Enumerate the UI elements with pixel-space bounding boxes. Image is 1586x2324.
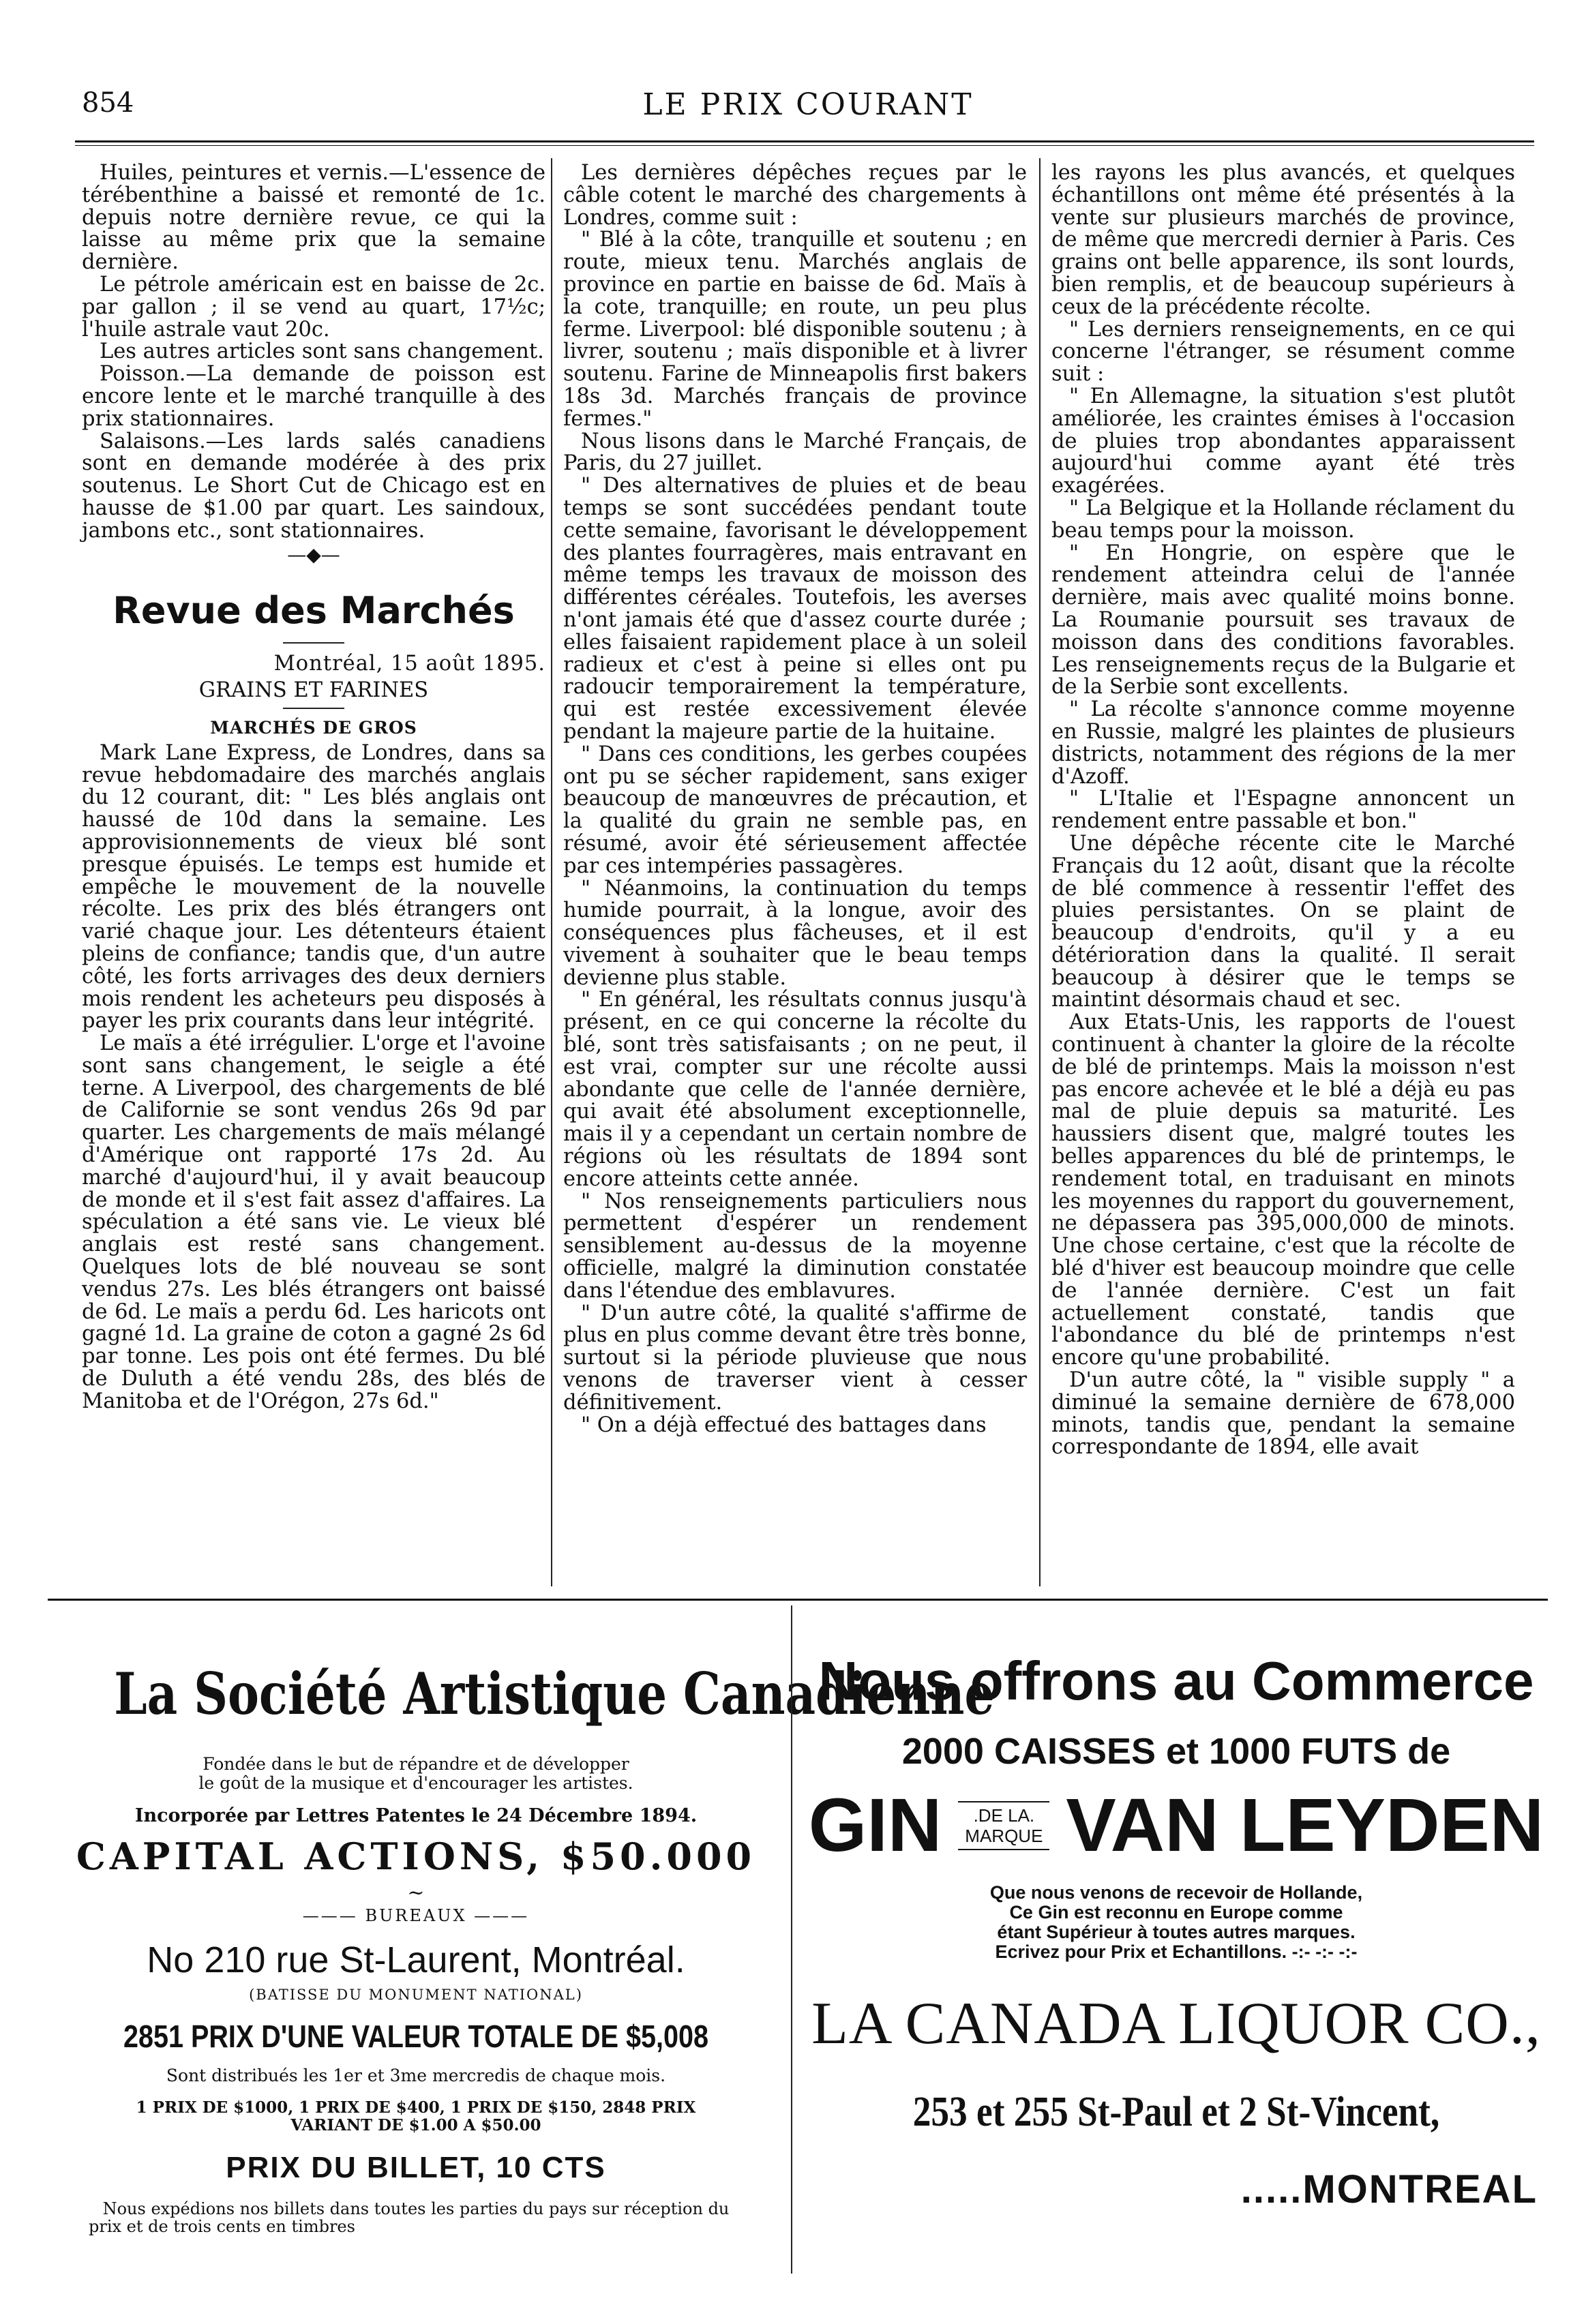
paragraph-sheaves: " Dans ces conditions, les gerbes coupées ont pu se sécher rapidement, sans exiger beaucoup de manœuvres de précaution, et la qualité du grain ne semble pas, en résumé, avoir été sérieusement affectée par ces intempéries passagères. [563,742,1027,878]
subheading-rule [283,708,344,709]
page-number: 854 [82,87,134,119]
ad-right-desc-1: Que nous venons de recevoir de Hollande, [989,1882,1363,1903]
ad-left-incorporated: Incorporée par Lettres Patentes le 24 Décembre 1894. [134,1805,698,1826]
column-3 [1051,162,1515,1459]
ad-van-leyden-gin [794,1650,1558,2291]
paragraph-information: " Nos renseignements particuliers nous permettent d'espérer un rendement sensiblement au-dessus de la moyenne officielle, malgré la diminution constatée dans l'étendue des emblavures. [563,1189,1027,1303]
ad-left-prizes-detail-1: 1 PRIX DE $1000, 1 PRIX DE $400, 1 PRIX DE $150, 2848 PRIX [136,2098,696,2117]
paragraph-other-items: Les autres articles sont sans changement. [100,339,544,364]
ad-right-de-la: .DE LA. [973,1805,1035,1826]
ads-divider [791,1605,792,2274]
paragraph-petrol: Le pétrole américain est en baisse de 2c. par gallon ; il se vend au quart, 17½c; l'huile astrale vaut 20c. [82,272,545,342]
paragraph-weather: " Des alternatives de pluies et de beau temps se sont succédées pendant toute cette semaine, favorisant le développement des plantes fourragères, mais entravant en même temps les travaux de moisson des différentes céréales. Toutefois, les averses n'ont jamais été que d'assez courte durée ; elles faisaient rapidement place à un soleil radieux et c'est à peine si elles ont pu radoucir temporairement la température, qui est restée excessivement élevée pendant la majeure partie de la huitaine. [563,474,1027,744]
journal-title: LE PRIX COURANT [642,87,974,122]
paragraph-marche-francais: Nous lisons dans le Marché Français, de Paris, du 27 juillet. [563,429,1027,476]
paragraph-visible-supply: D'un autre côté, la " visible supply " a diminué la semaine dernière de 678,000 minots, tandis que, pendant la semaine correspondante de 1894, elle avait [1051,1368,1515,1460]
paragraph-humid: " Néanmoins, la continuation du temps humide pourrait, à la longue, avoir des conséquences plus fâcheuses, et il est vivement à souhaiter que le beau temps devienne plus stable. [563,876,1027,990]
ad-right-city: .....MONTREAL [1240,2167,1538,2212]
ad-left-address: No 210 rue St-Laurent, Montréal. [147,1940,685,1980]
ad-left-shipping-2: prix et de trois cents en timbres [89,2217,355,2236]
column-divider-1 [551,158,552,1586]
ad-left-purpose-1: Fondée dans le but de répandre et de développer [203,1754,629,1774]
paragraph-russia: " La récolte s'annonce comme moyenne en Russie, malgré les plaintes de plusieurs districts, notamment des régions de la mer d'Azoff. [1051,697,1515,789]
header-rule-thin [75,145,1534,146]
paragraph-quotes: " Blé à la côte, tranquille et soutenu ; en route, mieux tenu. Marchés anglais de province en partie en baisse de 6d. Maïs à la cote, tranquille; en route, un peu plus ferme. Liverpool: blé disponible soutenu ; à livrer, soutenu ; maïs disponible et à livrer soutenu. Farine de Minneapolis first bakers 18s 3d. Marchés français de province fermes." [563,228,1027,431]
dateline: Montréal, 15 août 1895. [273,652,545,676]
column-1 [82,162,545,1413]
paragraph-cable: Les dernières dépêches reçues par le câble cotent le marché des chargements à Londres, comme suit : [563,161,1027,230]
subheading: GRAINS ET FARINES [198,678,429,703]
ads-rule [48,1599,1548,1601]
subsubheading: MARCHÉS DE GROS [210,717,417,738]
ad-left-draws: Sont distribués les 1er et 3me mercredis de chaque mois. [166,2066,666,2085]
paragraph-italy: " L'Italie et l'Espagne annoncent un rendement entre passable et bon." [1051,787,1515,834]
ad-right-brand: VAN LEYDEN [1066,1783,1544,1867]
paragraph-fish: Poisson.—La demande de poisson est encore lente et le marché tranquille à des prix stationnaires. [82,362,545,431]
ad-right-desc-2: Ce Gin est reconnu en Europe comme [1009,1902,1343,1922]
bird-ornament: ~ [407,1881,425,1905]
ad-right-headline: Nous offrons au Commerce [818,1650,1534,1711]
paragraph-hungary: " En Hongrie, on espère que le rendement atteindra celui de l'année dernière, mais avec qualité moins bonne. La Roumanie poursuit ses travaux de moisson dans des conditions favorables. Les renseignements reçus de la Bulgarie et de la Serbie sont excellents. [1051,541,1515,699]
paragraph-belgium: " La Belgique et la Hollande réclament du beau temps pour la moisson. [1051,496,1515,543]
paragraph-mark-lane: Mark Lane Express, de Londres, dans sa revue hebdomadaire des marchés anglais du 12 courant, dit: " Les blés anglais ont haussé de 10d dans la semaine. Les approvisionnements de vieux blé sont presque épuisés. Le temps est humide et empêche le mouvement de la nouvelle récolte. Les prix des blés étrangers ont varié chaque jour. Les détenteurs étaient pleins de confiance; tandis que, d'un autre côté, les forts arrivages des deux derniers mois rendent les acheteurs peu disposés à payer les prix courants dans leur intégrité. [82,740,545,1033]
paragraph-oils: Huiles, peintures et vernis.—L'essence de térébenthine a baissé et remonté de 1c. depuis notre dernière revue, ce qui la laisse au même prix que la semaine dernière. [82,161,545,275]
page-header [82,87,1534,128]
ad-left-shipping-1: Nous expédions nos billets dans toutes les parties du pays sur réception du [102,2199,730,2218]
heading-rule [283,642,344,644]
ad-right-desc-3: étant Supérieur à toutes autres marques. [997,1922,1356,1942]
ad-left-title: La Société Artistique Canadienne [114,1660,995,1727]
ad-right-brand-row [794,1785,1558,1867]
ad-right-desc-4: Ecrivez pour Prix et Echantillons. -:- -:- -:- [995,1942,1358,1962]
paragraph-quality: " D'un autre côté, la qualité s'affirme de plus en plus comme devant être très bonne, surtout si la période pluvieuse que nous venons de traverser vient à cesser définitivement. [563,1301,1027,1415]
section-heading: Revue des Marchés [113,589,515,633]
paragraph-results: " En général, les résultats connus jusqu'à présent, en ce qui concerne la récolte du blé, sont très satisfaisants ; on ne peut, il est vrai, compter sur une récolte aussi abondante que celle de l'année dernière, qui avait été absolument exceptionnelle, mais il y a cependant un certain nombre de régions où les résultats de 1894 sont encore atteints cette année. [563,988,1027,1191]
ad-left-offices-label: BUREAUX [365,1906,467,1925]
paragraph-samples: les rayons les plus avancés, et quelques échantillons ont même été présentés à la vente sur plusieurs marchés de province, de même que mercredi dernier à Paris. Ces grains ont belle apparence, ils sont lourds, bien remplis, et de beaucoup supérieurs à ceux de la précédente récolte. [1051,161,1515,319]
ad-left-prizes-detail-2: VARIANT DE $1.00 A $50.00 [290,2116,541,2134]
paragraph-salted-meats: Salaisons.—Les lards salés canadiens sont en demande modérée à des prix soutenus. Le Short Cut de Chicago est en hausse de $1.00 par quart. Les saindoux, jambons etc., sont stationnaires. [82,429,545,543]
paragraph-germany: " En Allemagne, la situation s'est plutôt améliorée, les craintes émises à l'occasion de pluies trop abondantes apparaissent aujourd'hui comme ayant été très exagérées. [1051,384,1515,498]
ad-right-de-la-marque [958,1801,1049,1850]
paragraph-maize: Le maïs a été irrégulier. L'orge et l'avoine sont sans changement, le seigle a été terne. A Liverpool, des chargements de blé de Californie se sont vendus 26s 9d par quarter. Les chargements de maïs mélangé d'Amérique ont rapporté 17s 2d. Au marché d'aujourd'hui, il y avait beaucoup de monde et il s'est fait assez d'affaires. La spéculation a été sans vie. Le vieux blé anglais est resté sans changement. Quelques lots de blé nouveau se sont vendus 27s. Les blés étrangers ont baissé de 6d. Le maïs a perdu 6d. Les haricots ont gagné 1d. La graine de coton a gagné 2s 6d par tonne. Les pois ont été fermes. Du blé de Duluth a été vendu 28s, des blés de Manitoba et de l'Orégon, 27s 6d." [82,1031,545,1413]
ad-right-marque: MARQUE [965,1826,1043,1846]
ad-left-offices: ——— BUREAUX ——— [302,1906,530,1925]
section-ornament: —◆— [287,543,340,566]
ad-left-capital: CAPITAL ACTIONS, $50.000 [76,1835,756,1878]
paragraph-foreign: " Les derniers renseignements, en ce qui concerne l'étranger, se résument comme suit : [1051,317,1515,387]
column-divider-2 [1039,158,1041,1586]
paragraph-united-states: Aux Etats-Unis, les rapports de l'ouest continuent à chanter la gloire de la récolte de blé de printemps. Mais la moisson n'est pas encore achevée et le blé a déjà eu pas mal de pluie depuis sa maturité. Les haussiers disent que, malgré toutes les belles apparences du blé de printemps, le rendement total, en traduisant en minots les moyennes du rapport du gouvernement, ne dépassera pas 395,000,000 de minots. Une chose certaine, c'est que la récolte de blé d'hiver est beaucoup moindre que celle de l'année dernière. C'est un fait actuellement constaté, tandis que l'abondance du blé de printemps n'est encore qu'une probabilité. [1051,1010,1515,1370]
paragraph-recent-dispatch: Une dépêche récente cite le Marché Français du 12 août, disant que la récolte de blé commence à ressentir l'effet des pluies persistantes. On se plaint de beaucoup d'endroits, qu'il y a eu détérioration dans la qualité. Il serait beaucoup à désirer que le temps se maintint désormais chaud et sec. [1051,831,1515,1012]
ad-left-prizes-total: 2851 PRIX D'UNE VALEUR TOTALE DE $5,008 [123,2019,709,2054]
paragraph-threshing: " On a déjà effectué des battages dans [581,1413,987,1437]
column-2 [563,162,1027,1436]
ad-right-company: LA CANADA LIQUOR CO., [811,1991,1541,2057]
ad-right-gin: GIN [808,1783,942,1867]
ad-right-address: 253 et 255 St-Paul et 2 St-Vincent, [912,2089,1440,2135]
ad-right-quantity: 2000 CAISSES et 1000 FUTS de [901,1731,1451,1772]
header-rule [75,140,1534,142]
ad-left-ticket-price: PRIX DU BILLET, 10 CTS [226,2151,606,2184]
ad-left-purpose-2: le goût de la musique et d'encourager les artistes. [198,1773,633,1793]
ad-left-building: (BATISSE DU MONUMENT NATIONAL) [249,1987,583,2003]
